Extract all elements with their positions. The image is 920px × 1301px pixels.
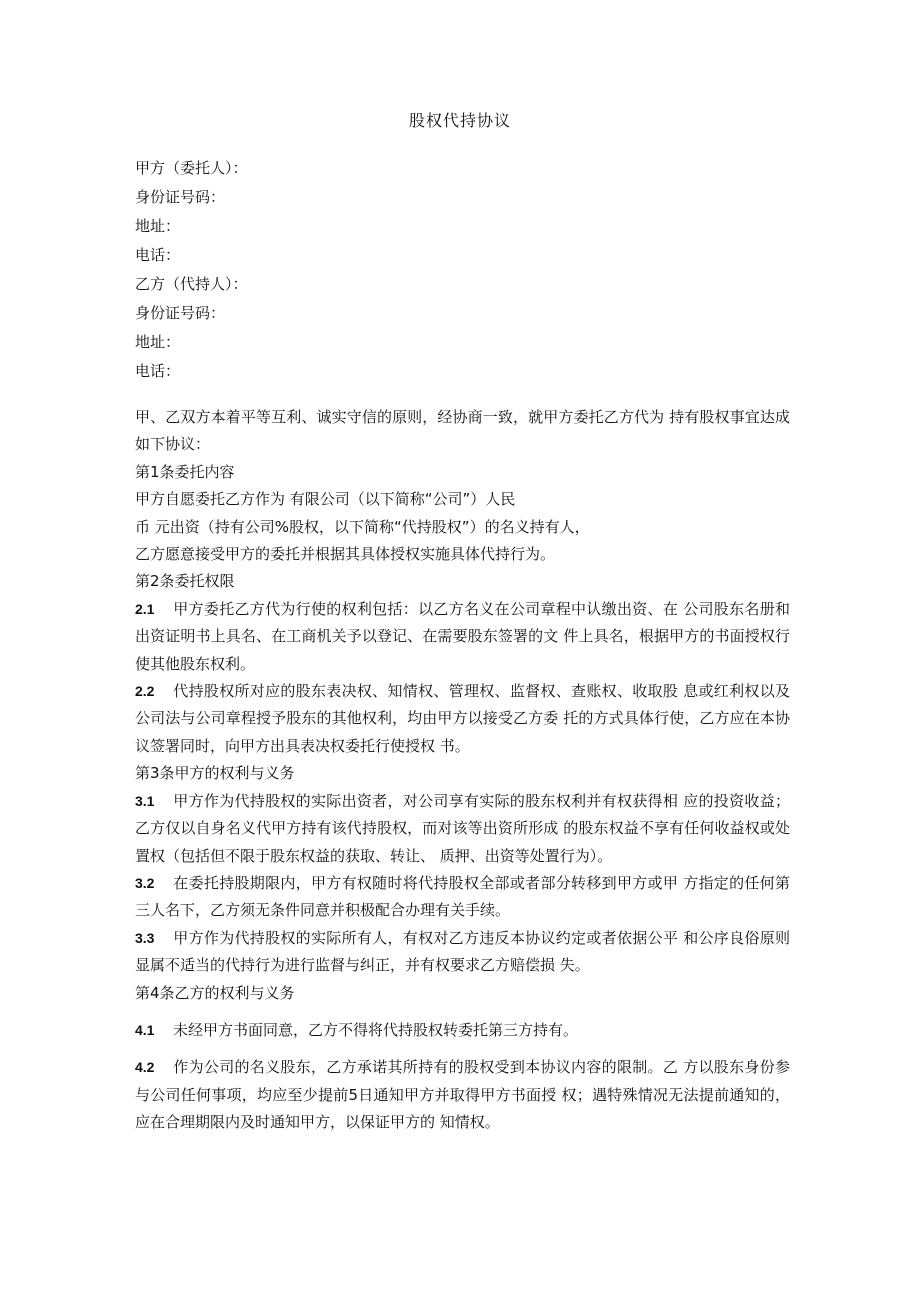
party-b-id-number: 身份证号码： [135, 304, 226, 322]
clause-3-2 [135, 870, 790, 925]
party-a-id-number: 身份证号码： [135, 188, 226, 206]
clause-text: 在委托持股期限内，甲方有权随时将代持股权全部或者部分转移到甲方或甲 方指定的任何第三人名下，乙方须无条件同意并积极配合办理有关手续。 [135, 873, 790, 920]
party-a-label: 甲方（委托人）： [135, 159, 248, 177]
clause-number: 3.1 [135, 792, 155, 809]
clause-number: 4.1 [135, 1021, 155, 1038]
party-info [135, 154, 795, 386]
clause-number: 3.3 [135, 929, 155, 946]
clause-3-1 [135, 788, 790, 870]
agreement-body [135, 404, 790, 1137]
party-b-label: 乙方（代持人）： [135, 275, 248, 293]
party-b-phone: 电话： [135, 362, 181, 380]
article-1-line-2: 币 元出资（持有公司%股权，以下简称“代持股权”）的名义持有人， [135, 517, 590, 536]
article-2-heading: 第2条委托权限 [135, 572, 235, 591]
clause-number: 4.2 [135, 1059, 155, 1076]
party-a-phone: 电话： [135, 246, 181, 264]
clause-text: 甲方作为代持股权的实际出资者，对公司享有实际的股东权利并有权获得相 应的投资收益；乙方仅以自身名义代甲方持有该代持股权，而对该等出资所形成 的股东权益不享有任何收益权或处置权（包括但不限于股东权益的获取、转让、 质押、出资等处置行为）。 [135, 791, 790, 865]
clause-text: 未经甲方书面同意，乙方不得将代持股权转委托第三方持有。 [173, 1020, 579, 1039]
party-b-address: 地址： [135, 333, 181, 351]
clause-2-2 [135, 678, 790, 760]
clause-text: 甲方作为代持股权的实际所有人，有权对乙方违反本协议约定或者依据公平 和公序良俗原则显属不适当的代持行为进行监督与纠正，并有权要求乙方赔偿损 失。 [135, 928, 790, 975]
clause-number: 2.2 [135, 683, 155, 700]
clause-text: 甲方委托乙方代为行使的权利包括：以乙方名义在公司章程中认缴出资、在 公司股东名册和出资证明书上具名、在工商机关予以登记、在需要股东签署的文 件上具名，根据甲方的书面授权行使其他股东权利。 [135, 599, 790, 673]
clause-number: 3.2 [135, 874, 155, 891]
article-1-heading: 第1条委托内容 [135, 462, 235, 481]
clause-4-1 [135, 1017, 790, 1044]
intro-paragraph: 甲、乙双方本着平等互利、诚实守信的原则，经协商一致，就甲方委托乙方代为 持有股权事宜达成如下协议： [135, 408, 790, 454]
article-4-heading: 第4条乙方的权利与义务 [135, 983, 295, 1002]
party-a-address: 地址： [135, 217, 181, 235]
document-title: 股权代持协议 [408, 111, 511, 130]
clause-number: 2.1 [135, 600, 155, 617]
spacer [135, 1044, 790, 1054]
article-1-line-3: 乙方愿意接受甲方的委托并根据其具体授权实施具体代持行为。 [135, 545, 556, 564]
article-3-heading: 第3条甲方的权利与义务 [135, 764, 295, 783]
article-1-line-1: 甲方自愿委托乙方作为 有限公司（以下简称“公司”）人民 [135, 490, 516, 509]
clause-text: 作为公司的名义股东，乙方承诺其所持有的股权受到本协议内容的限制。乙 方以股东身份参与公司任何事项，均应至少提前5日通知甲方并取得甲方书面授 权；遇特殊情况无法提前通知的，应在合理期限内及时通知甲方，以保证甲方的 知情权。 [135, 1058, 790, 1132]
clause-4-2 [135, 1054, 790, 1136]
spacer [135, 1007, 790, 1017]
clause-2-1 [135, 596, 790, 678]
clause-3-3 [135, 925, 790, 980]
clause-text: 代持股权所对应的股东表决权、知情权、管理权、监督权、查账权、收取股 息或红利权以及公司法与公司章程授予股东的其他权利，均由甲方以接受乙方委 托的方式具体行使，乙方应在本协议签署同时，向甲方出具表决权委托行使授权 书。 [135, 682, 790, 755]
